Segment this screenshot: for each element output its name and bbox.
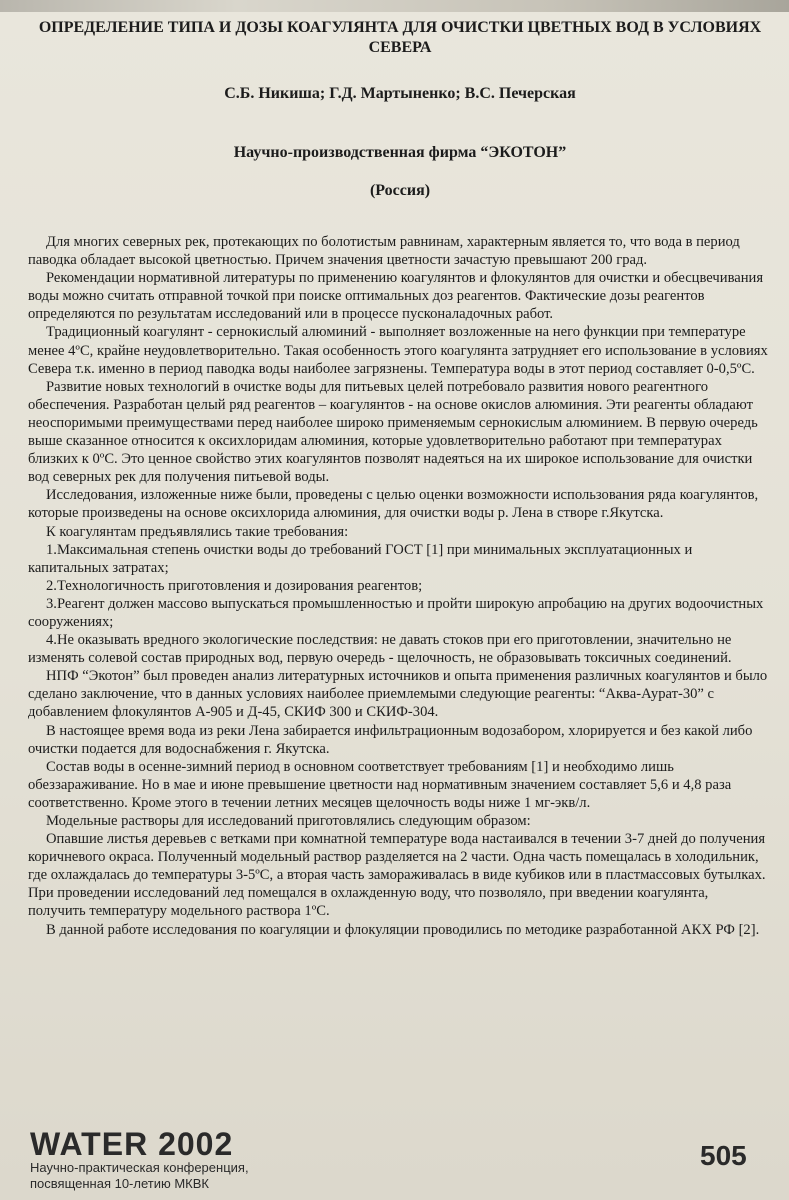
water-2002-logo: WATER 2002 [30, 1126, 234, 1162]
paragraph: Рекомендации нормативной литературы по применению коагулянтов и флокулянтов для очистки и обесцвечивания воды можно считать отправной точкой при поиске оптимальных доз реагентов. Фактические дозы реагентов определяются по результатам исследований или в процессе пусконаладочных работ. [28, 270, 764, 323]
page-edge [0, 0, 789, 12]
country: (Россия) [369, 182, 431, 199]
paragraph: Для многих северных рек, протекающих по болотистым равнинам, характерным является то, что вода в период паводка обладает высокой цветностью. Причем значения цветности зачастую превышают 200 град. [28, 234, 740, 269]
list-item: 2.Технологичность приготовления и дозирования реагентов; [46, 577, 423, 594]
article-title: ОПРЕДЕЛЕНИЕ ТИПА И ДОЗЫ КОАГУЛЯНТА ДЛЯ ОЧИСТКИ ЦВЕТНЫХ ВОД В УСЛОВИЯХ СЕВЕРА [38, 19, 762, 56]
list-item: 1.Максимальная степень очистки воды до требований ГОСТ [1] при минимальных эксплуатационных и капитальных затратах; [28, 541, 693, 576]
paragraph: К коагулянтам предъявлялись такие требования: [46, 523, 349, 540]
article-body [28, 233, 768, 939]
paragraph: Модельные растворы для исследований приготовлялись следующим образом: [46, 813, 531, 829]
paragraph: НПФ “Экотон” был проведен анализ литературных источников и опыта применения различных коагулянтов и было сделано заключение, что в данных условиях наиболее приемлемыми следующие реагенты: “Аква-Аурат-30” с добавлением флокулянтов А-905 и Д-45, СКИФ 300 и СКИФ-304. [28, 668, 768, 721]
paragraph: В данной работе исследования по коагуляции и флокуляции проводились по методике разработанной АКХ РФ [2]. [46, 921, 760, 938]
list-item: 3.Реагент должен массово выпускаться промышленностью и пройти широкую апробацию на других водоочистных сооружениях; [28, 595, 764, 630]
conference-caption [30, 1160, 249, 1192]
conference-line: Научно-практическая конференция, [30, 1160, 249, 1175]
paragraph: Состав воды в осенне-зимний период в основном соответствует требованиям [1] и необходимо лишь обеззараживание. Но в мае и июне превышение цветности над нормативным значением составляет 5,6 и 4,8 раза соответственно. Кроме этого в течении летних месяцев щелочность воды ниже 1 мг-экв/л. [28, 758, 732, 811]
conference-line: посвященная 10-летию МКВК [30, 1176, 209, 1191]
paragraph: Опавшие листья деревьев с ветками при комнатной температуре вода настаивался в течении 3-7 дней до получения коричневого окраса. Полученный модельный раствор разделяется на 2 части. Одна часть помещалась в холодильник, где охлаждалась до температуры 3-5ºС, а вторая часть замораживалась в виде кубиков или в пластмассовых бутылках. При проведении исследований лед помещался в охлажденную воду, что позволяло, при введении коагулянта, получить температуру модельного раствора 1ºС. [28, 831, 766, 920]
page-footer [0, 1118, 789, 1200]
paragraph: Исследования, изложенные ниже были, проведены с целью оценки возможности использования ряда коагулянтов, которые произведены на основе оксихлорида алюминия, для очистки воды р. Лена в створе г.Якутска. [28, 487, 759, 522]
paragraph: В настоящее время вода из реки Лена забирается инфильтрационным водозабором, хлорируется и без какой либо очистки подается для водоснабжения г. Якутска. [28, 722, 753, 757]
organization: Научно-производственная фирма “ЭКОТОН” [233, 144, 567, 161]
paragraph: Традиционный коагулянт - сернокислый алюминий - выполняет возложенные на него функции при температуре менее 4ºС, крайне неудовлетворительно. Такая особенность этого коагулянта затрудняет его использование в условиях Севера т.к. именно в период паводка воды наиболее загрязнены. Температура воды в этот период составляет 0-0,5ºС. [28, 324, 768, 377]
list-item: 4.Не оказывать вредного экологические последствия: не давать стоков при его приготовлении, значительно не изменять солевой состав природных вод, первую очередь - щелочность, не образовывать токсичных соединений. [28, 632, 732, 667]
page-number: 505 [700, 1140, 747, 1171]
authors: С.Б. Никиша; Г.Д. Мартыненко; В.С. Печерская [224, 85, 576, 102]
paragraph: Развитие новых технологий в очистке воды для питьевых целей потребовало развития нового реагентного обеспечения. Разработан целый ряд реагентов – коагулянтов - на основе окислов алюминия. Эти реагенты обладают неоспоримыми преимуществами перед наиболее широко применяемым сернокислым алюминием. В первую очередь выше сказанное относится к оксихлоридам алюминия, которые удовлетворительно работают при температурах близких к 0ºС. Это ценное свойство этих коагулянтов позволят надеяться на их широкое использование для очистки вод северных рек для получения питьевой воды. [28, 378, 758, 486]
